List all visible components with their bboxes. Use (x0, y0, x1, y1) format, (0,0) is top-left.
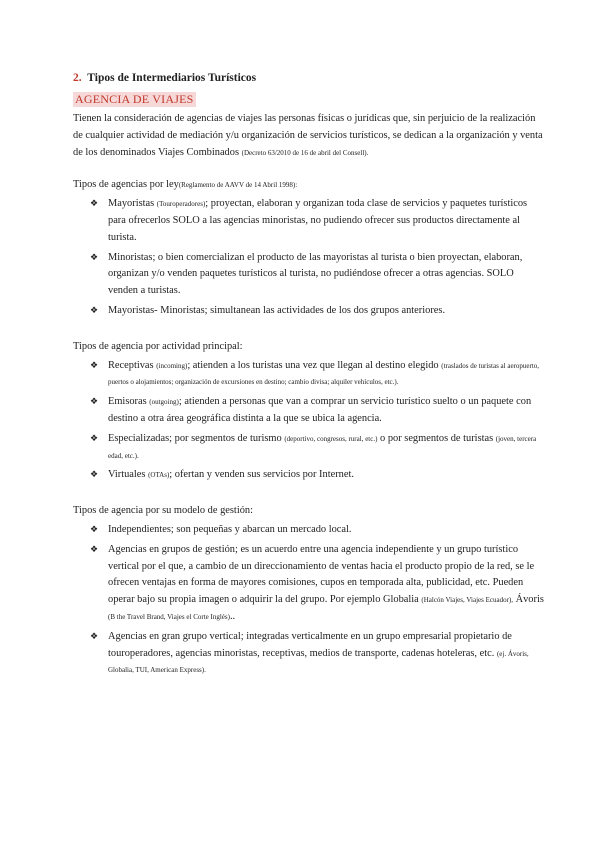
list-item (73, 250, 544, 300)
item-note: (outgoing) (149, 398, 179, 407)
list-item (73, 467, 544, 484)
item-note: (joven, tercera edad, etc.). (108, 434, 537, 460)
list-item (73, 394, 544, 428)
item-text: Agencias en gran grupo vertical; integradas verticalmente en un grupo empresarial propietario de touroperadores, agencias minoristas, receptivas, medios de transporte, cadenas hoteleras, etc. (108, 630, 512, 659)
item-note: (OTAs) (148, 471, 170, 480)
item-text: ; ofertan y venden sus servicios por Internet. (169, 469, 354, 481)
section-heading (73, 72, 544, 84)
section-ley-ref: (Reglamento de AAVV de 14 Abril 1998): (178, 181, 298, 190)
heading-number: 2. (73, 72, 82, 84)
item-text: Ávoris (513, 594, 544, 606)
item-note: (Halcón Viajes, Viajes Ecuador), (421, 596, 513, 605)
section-gestion-list (73, 522, 544, 679)
item-text: .. (229, 610, 236, 622)
diamond-bullet-icon: ❖ (90, 524, 99, 535)
heading-title: Tipos de Intermediarios Turísticos (87, 72, 257, 84)
item-text: ; atienden a los turistas una vez que llegan al destino elegido (187, 359, 439, 371)
section-actividad-list (73, 358, 544, 485)
section-actividad-title: Tipos de agencia por actividad principal: (73, 340, 243, 352)
diamond-bullet-icon: ❖ (90, 470, 99, 481)
list-item (73, 542, 544, 626)
intro-ref: (Decreto 63/2010 de 16 de abril del Consell). (241, 148, 369, 157)
item-note: (B the Travel Brand, Viajes el Corte Inglés) (108, 612, 230, 621)
item-text: Mayoristas- Minoristas; simultanean las actividades de los dos grupos anteriores. (108, 304, 446, 316)
item-term: Emisoras (108, 396, 147, 408)
item-text: Agencias en grupos de gestión; es un acuerdo entre una agencia independiente y un grupo turístico vertical por el que, a cambio de un direccionamiento de ventas hacia el producto propio de la red, se le ofrecen ventajas en forma de mayores comisiones, cupos en temporada alta, publicidad, etc. Pueden operar bajo su propia imagen o adquirir la del grupo. Por ejemplo Globalia (108, 543, 535, 606)
section-gestion-title: Tipos de agencia por su modelo de gestión: (73, 505, 253, 517)
item-term: Especializadas; por segmentos de turismo (108, 432, 282, 444)
diamond-bullet-icon: ❖ (90, 433, 99, 444)
diamond-bullet-icon: ❖ (90, 544, 99, 555)
intro-paragraph (73, 111, 544, 161)
section-ley-title-text: Tipos de agencias por ley (73, 179, 179, 191)
item-note: (ej. Ávoris, Globalia, TUI, American Express). (108, 649, 529, 675)
item-text: ; proyectan, elaboran y organizan toda clase de servicios y paquetes turísticos para ofrecerlos SOLO a las agencias minoristas, no pudiendo ofrecer sus productos directamente al turista. (108, 198, 528, 243)
subheading-agencia: AGENCIA DE VIAJES (75, 92, 194, 106)
item-note: (Touroperadores) (156, 200, 206, 209)
item-text: Independientes; son pequeñas y abarcan un mercado local. (108, 523, 352, 535)
list-item (73, 629, 544, 679)
diamond-bullet-icon: ❖ (90, 397, 99, 408)
diamond-bullet-icon: ❖ (90, 252, 99, 263)
list-item (73, 196, 544, 246)
item-note: (traslados de turistas al aeropuerto, puertos o alojamientos; organización de excursiones en destino; cambio divisa; alquiler vehículos, etc.). (108, 361, 540, 387)
diamond-bullet-icon: ❖ (90, 199, 99, 210)
intro-text: Tienen la consideración de agencias de viajes las personas físicas o jurídicas que, sin perjuicio de la realización de cualquier actividad de mediación y/u organización de servicios turísticos, se dedican a la organización y venta de los denominados Viajes Combinados (73, 113, 543, 158)
item-term: Mayoristas (108, 198, 155, 210)
item-term: Receptivas (108, 359, 154, 371)
item-term: Virtuales (108, 469, 146, 481)
diamond-bullet-icon: ❖ (90, 305, 99, 316)
list-item (73, 522, 544, 539)
diamond-bullet-icon: ❖ (90, 631, 99, 642)
item-note: (incoming) (156, 361, 188, 370)
item-note: (deportivo, congresos, rural, etc.) (284, 434, 378, 443)
list-item (73, 303, 544, 320)
diamond-bullet-icon: ❖ (90, 360, 99, 371)
item-text: Minoristas; o bien comercializan el producto de las mayoristas al turista o bien proyectan, elaboran, organizan y/o venden paquetes turísticos al turista, no pudiéndose ofrecer a otras agencias. SOLO venden a turistas. (108, 251, 523, 297)
item-text: ; atienden a personas que van a comprar un servicio turístico suelto o un paquete con destino a otra área geográfica distinta a la que se ubica la agencia. (108, 396, 532, 424)
list-item (73, 431, 544, 465)
list-item (73, 358, 544, 392)
section-ley-title (73, 177, 544, 194)
item-text: o por segmentos de turistas (377, 432, 494, 444)
section-ley-list (73, 196, 544, 320)
